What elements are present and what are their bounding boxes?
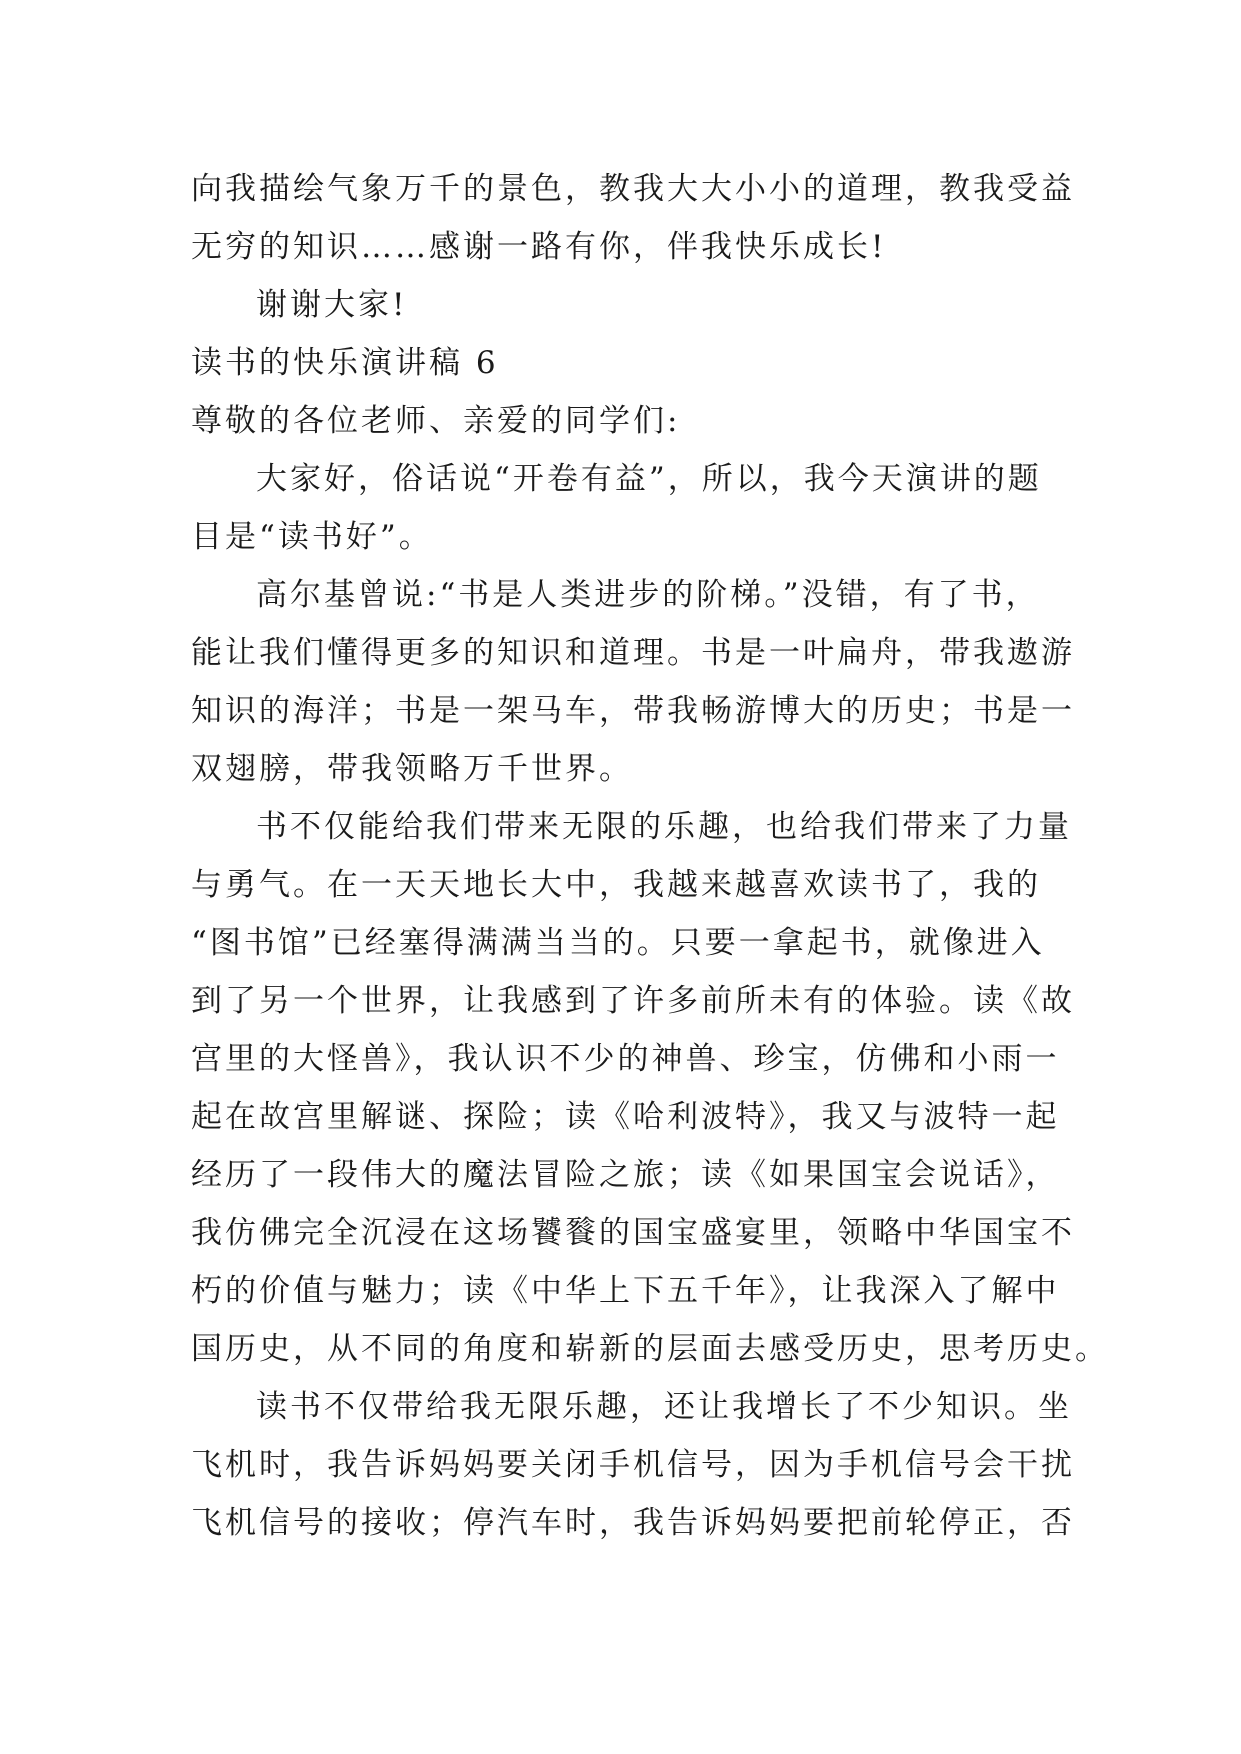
text-line: 向我描绘气象万千的景色，教我大大小小的道理，教我受益 xyxy=(191,171,1075,207)
text-line: 知识的海洋；书是一架马车，带我畅游博大的历史；书是一 xyxy=(191,693,1075,729)
text-line: 读书不仅带给我无限乐趣，还让我增长了不少知识。坐 xyxy=(256,1389,1072,1425)
document-body xyxy=(191,160,1109,1552)
text-line: 与勇气。在一天天地长大中，我越来越喜欢读书了，我的 xyxy=(191,867,1041,903)
text-line: 朽的价值与魅力；读《中华上下五千年》，让我深入了解中 xyxy=(191,1273,1060,1309)
text-line: 起在故宫里解谜、探险；读《哈利波特》，我又与波特一起 xyxy=(191,1099,1060,1135)
text-line: 双翅膀，带我领略万千世界。 xyxy=(191,751,633,787)
text-line: 飞机时，我告诉妈妈要关闭手机信号，因为手机信号会干扰 xyxy=(191,1447,1075,1483)
text-line: 大家好，俗话说“开卷有益”，所以，我今天演讲的题 xyxy=(256,461,1042,497)
text-line: 谢谢大家! xyxy=(256,287,408,323)
text-line: 无穷的知识……感谢一路有你，伴我快乐成长! xyxy=(191,229,887,265)
text-line: 宫里的大怪兽》，我认识不少的神兽、珍宝，仿佛和小雨一 xyxy=(191,1041,1060,1077)
text-line: 书不仅能给我们带来无限的乐趣，也给我们带来了力量 xyxy=(256,809,1072,845)
text-line: 飞机信号的接收；停汽车时，我告诉妈妈要把前轮停正，否 xyxy=(191,1505,1075,1541)
text-line: 到了另一个世界，让我感到了许多前所未有的体验。读《故 xyxy=(191,983,1075,1019)
text-line: “图书馆”已经塞得满满当当的。只要一拿起书，就像进入 xyxy=(191,925,1045,961)
text-line: 高尔基曾说:“书是人类进步的阶梯。”没错，有了书， xyxy=(256,577,1040,613)
text-line: 国历史，从不同的角度和崭新的层面去感受历史，思考历史。 xyxy=(191,1331,1109,1367)
section-heading: 读书的快乐演讲稿 6 xyxy=(191,345,499,381)
text-line: 目是“读书好”。 xyxy=(191,519,433,555)
text-line: 经历了一段伟大的魔法冒险之旅；读《如果国宝会说话》， xyxy=(191,1157,1060,1193)
text-line: 我仿佛完全沉浸在这场饕餮的国宝盛宴里，领略中华国宝不 xyxy=(191,1215,1075,1251)
text-line: 能让我们懂得更多的知识和道理。书是一叶扁舟，带我遨游 xyxy=(191,635,1075,671)
salutation: 尊敬的各位老师、亲爱的同学们: xyxy=(191,403,681,439)
